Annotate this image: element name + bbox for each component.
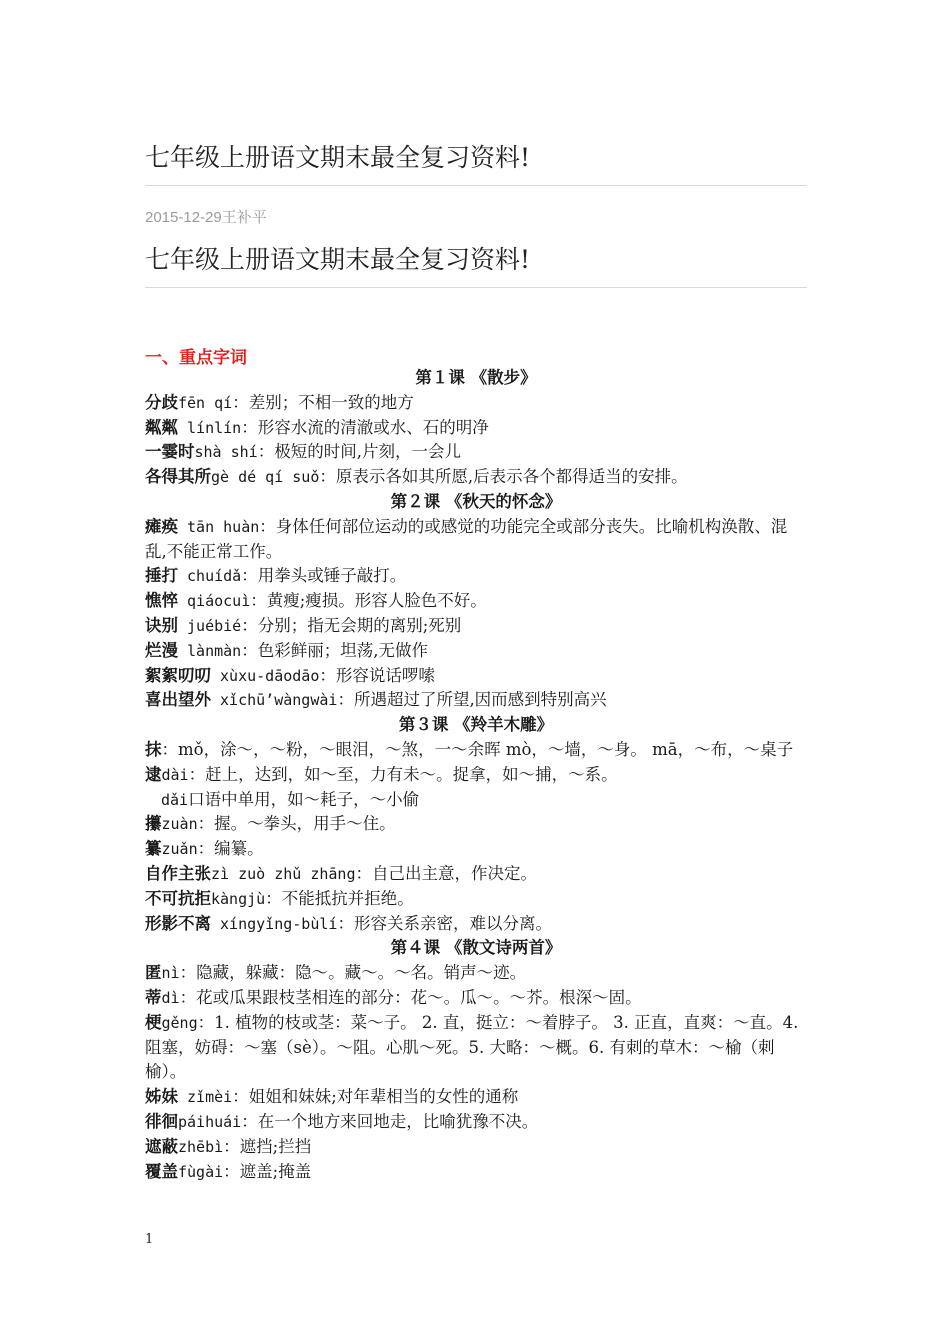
vocab-pinyin: nì: [161, 964, 180, 983]
vocab-pinyin: qiáocuì: [178, 592, 251, 611]
vocab-definition: ：原表示各如其所愿,后表示各个都得适当的安排。: [319, 467, 688, 487]
page-number: 1: [145, 1232, 154, 1247]
vocab-definition: ：花或瓜果跟枝茎相连的部分：花～。瓜～。～芥。根深～固。: [179, 987, 642, 1007]
vocab-pinyin: zhēbì: [178, 1137, 224, 1156]
vocab-definition: ：身体任何部位运动的或感觉的功能完全或部分丧失。比喻机构涣散、混乱,不能正常工作。: [145, 516, 788, 561]
vocab-pinyin: zǐmèi: [178, 1088, 233, 1107]
vocab-term: 抹: [145, 739, 162, 759]
vocab-entry: [145, 763, 807, 788]
vocab-term: 攥: [145, 814, 162, 834]
vocab-definition: ：姐姐和妹妹;对年辈相当的女性的通称: [232, 1087, 519, 1107]
vocab-term: 覆盖: [145, 1161, 178, 1181]
vocab-entry: [145, 589, 807, 614]
vocab-entry: [145, 961, 807, 986]
vocab-entry: [145, 440, 807, 465]
vocab-term: 纂: [145, 839, 162, 859]
vocab-definition: ：极短的时间,片刻，一会儿: [257, 442, 461, 462]
vocab-pinyin: zuàn: [161, 815, 198, 834]
vocab-pinyin: línlín: [178, 418, 242, 437]
vocab-entry: [145, 664, 807, 689]
vocab-entry: [145, 986, 807, 1011]
vocab-term: 粼粼: [145, 417, 178, 437]
vocab-definition: ：遮挡;拦挡: [223, 1136, 312, 1156]
vocab-definition: ：自己出主意，作决定。: [355, 863, 537, 883]
vocab-pinyin: gěng: [161, 1013, 198, 1032]
vocab-term: 烂漫: [145, 640, 178, 660]
vocab-entry: [145, 837, 807, 862]
lesson-heading: 第１课 《散步》: [415, 368, 537, 387]
vocab-definition: ：形容说话啰嗦: [319, 665, 435, 685]
vocab-definition: ：赶上，达到，如～至，力有未～。捉拿，如～捕，～系。: [188, 764, 618, 784]
vocab-term: 瘫痪: [145, 516, 178, 536]
vocab-entry: [145, 639, 807, 664]
author-name: 王补平: [221, 209, 267, 226]
vocab-entry: [145, 812, 807, 837]
vocab-pinyin: dǎi: [161, 790, 189, 809]
vocab-pinyin: fēn qí: [178, 393, 233, 412]
lesson-heading: 第３课 《羚羊木雕》: [398, 715, 554, 735]
vocab-definition: ：mǒ，涂～，～粉，～眼泪，～煞，一～余晖 mò，～墙，～身。 mā，～布，～桌子: [161, 739, 794, 759]
vocab-pinyin: shà shí: [194, 443, 258, 462]
vocab-entry: [145, 1085, 807, 1110]
divider: [145, 287, 807, 288]
vocabulary-list: [145, 366, 807, 1184]
vocab-definition: ：分别；指无会期的离别;死别: [241, 615, 462, 635]
vocab-pinyin: juébié: [178, 616, 242, 635]
vocab-entry: [145, 738, 807, 763]
vocab-pinyin: zuǎn: [161, 840, 198, 859]
vocab-term: 徘徊: [145, 1111, 178, 1131]
vocab-pinyin: zì zuò zhǔ zhāng: [211, 864, 356, 883]
vocab-definition: ：编纂。: [197, 839, 264, 859]
vocab-definition: 口语中单用，如～耗子，～小偷: [188, 789, 420, 809]
vocab-term: 喜出望外: [145, 690, 211, 710]
vocab-entry: [145, 1135, 807, 1160]
vocab-term: 一霎时: [145, 442, 195, 462]
vocab-pinyin: lànmàn: [178, 641, 242, 660]
vocab-pinyin: fùgài: [178, 1162, 224, 1181]
article-title: 七年级上册语文期末最全复习资料!: [145, 245, 531, 274]
vocab-definition: ：形容关系亲密，难以分离。: [337, 913, 552, 933]
vocab-entry: [145, 515, 807, 565]
vocab-definition: ：在一个地方来回地走，比喻犹豫不决。: [241, 1111, 539, 1131]
vocab-term: 不可抗拒: [145, 888, 211, 908]
lesson-heading: 第４课 《散文诗两首》: [390, 938, 562, 958]
section-heading: 一、重点字词: [145, 348, 247, 368]
vocab-term: 憔悴: [145, 591, 178, 611]
vocab-entry: [145, 391, 807, 416]
vocab-pinyin: xùxu-dāodāo: [211, 666, 320, 685]
vocab-term: 逮: [145, 764, 162, 784]
vocab-pinyin: xǐchū’wàngwài: [211, 691, 338, 710]
vocab-entry: [145, 465, 807, 490]
vocab-pinyin: tān huàn: [178, 517, 260, 536]
vocab-definition: ：色彩鲜丽；坦荡,无做作: [241, 640, 428, 660]
vocab-definition: ：1. 植物的枝或茎：菜～子。 2. 直，挺立：～着脖子。 3. 正直，直爽：～直。4. 阻塞，妨碍：～塞（sè）。～阻。心肌～死。5. 大略：～概。6. 有刺的草木：～榆（刺榆）。: [145, 1012, 799, 1082]
vocab-definition: ：所遇超过了所望,因而感到特别高兴: [337, 690, 607, 710]
vocab-term: 匿: [145, 963, 162, 983]
vocab-definition: ：黄瘦;瘦损。形容人脸色不好。: [250, 591, 487, 611]
vocab-entry: [145, 1011, 807, 1085]
vocab-definition: ：隐藏，躲藏：隐～。藏～。～名。销声～迹。: [179, 963, 527, 983]
vocab-term: 形影不离: [145, 913, 211, 933]
vocab-term: 诀别: [145, 615, 178, 635]
vocab-term: 自作主张: [145, 863, 211, 883]
page-title: 七年级上册语文期末最全复习资料!: [145, 143, 531, 172]
vocab-pinyin: gè dé qí suǒ: [211, 468, 320, 487]
vocab-entry: [145, 1110, 807, 1135]
vocab-pinyin: páihuái: [178, 1112, 242, 1131]
vocab-entry: [145, 788, 807, 813]
vocab-term: 絮絮叨叨: [145, 665, 211, 685]
publish-date: 2015-12-29: [145, 209, 222, 226]
vocab-pinyin: xíngyǐng-bùlí: [211, 914, 338, 933]
vocab-term: 各得其所: [145, 467, 211, 487]
vocab-pinyin: chuídǎ: [178, 567, 242, 586]
vocab-definition: ：差别；不相一致的地方: [232, 392, 414, 412]
vocab-definition: ：形容水流的清澈或水、石的明净: [241, 417, 489, 437]
vocab-term: 遮蔽: [145, 1136, 178, 1156]
vocab-pinyin: dì: [161, 988, 180, 1007]
vocab-entry: [145, 1160, 807, 1185]
vocab-term: 捶打: [145, 566, 178, 586]
vocab-entry: [145, 688, 807, 713]
vocab-definition: ：握。～拳头，用手～住。: [197, 814, 396, 834]
vocab-entry: [145, 912, 807, 937]
vocab-term: 蒂: [145, 987, 162, 1007]
vocab-entry: [145, 416, 807, 441]
vocab-entry: [145, 614, 807, 639]
vocab-entry: [145, 564, 807, 589]
vocab-entry: [145, 862, 807, 887]
vocab-definition: ：用拳头或锤子敲打。: [241, 566, 407, 586]
vocab-definition: ：遮盖;掩盖: [223, 1161, 312, 1181]
article-meta: [145, 206, 267, 227]
vocab-term: 姊妹: [145, 1087, 178, 1107]
lesson-heading: 第２课 《秋天的怀念》: [390, 491, 562, 511]
vocab-term: 分歧: [145, 392, 178, 412]
vocab-definition: ：不能抵抗并拒绝。: [265, 888, 414, 908]
vocab-term: 梗: [145, 1012, 162, 1032]
vocab-pinyin: dài: [161, 765, 189, 784]
divider: [145, 185, 807, 186]
vocab-entry: [145, 887, 807, 912]
vocab-pinyin: kàngjù: [211, 889, 266, 908]
